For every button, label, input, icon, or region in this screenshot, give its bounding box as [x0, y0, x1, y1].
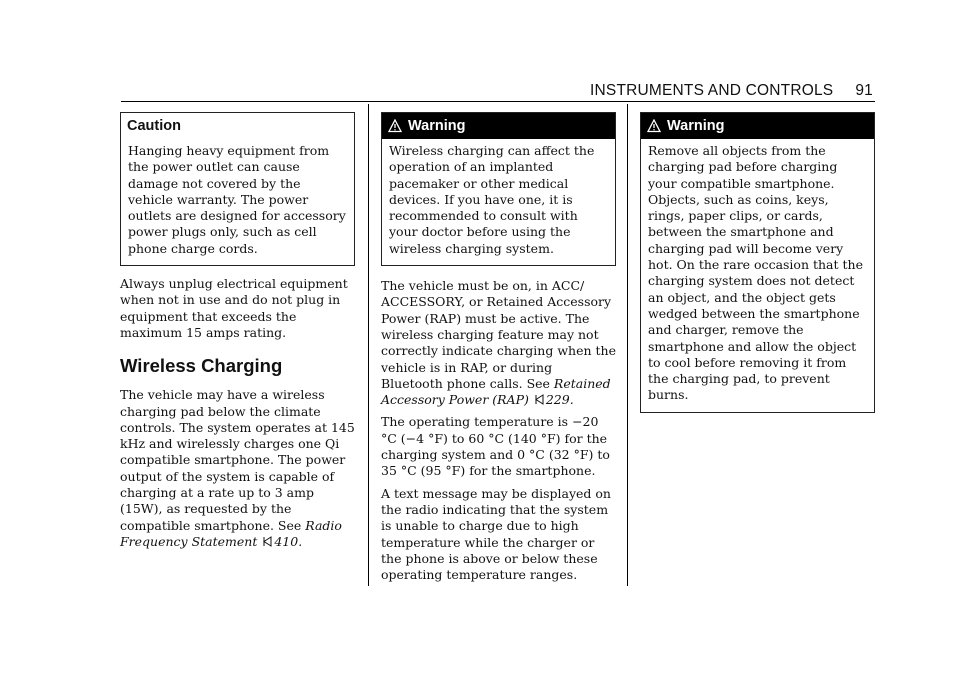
page-reference-icon — [535, 394, 544, 405]
cross-reference-link[interactable]: Radio Frequency Statement — [120, 517, 342, 549]
column-1 — [120, 112, 355, 556]
warning-box — [640, 112, 875, 413]
caution-title: Caution — [121, 113, 354, 139]
paragraph: The vehicle may have a wireless charging pad below the climate controls. The system operates at 145 kHz and wirelessly charges one Qi compatible smartphone. The power output of the system is capable of charging at a rate up to 3 amp (15W), as requested by the compatible smartphone. See Radio Frequency Statement 410. — [120, 387, 355, 549]
page-reference[interactable]: 229. — [545, 392, 574, 408]
caution-box — [120, 112, 355, 266]
cross-reference-link[interactable]: Retained Accessory Power (RAP) — [381, 375, 611, 408]
page-reference[interactable]: 410. — [274, 533, 303, 549]
page-number: 91 — [855, 82, 874, 99]
paragraph: The vehicle must be on, in ACC/ ACCESSORY, or Retained Accessory Power (RAP) must be active. The wireless charging feature may not correctly indicate charging when the vehicle is in RAP, or during Bluetooth phone calls. See Retained Accessory Power (RAP) 229. — [381, 278, 616, 408]
caution-text: Hanging heavy equipment from the power outlet can cause damage not covered by the vehicle warranty. The power outlets are designed for accessory power plugs only, such as cell phone charge cords. — [128, 143, 346, 256]
warning-title: Warning — [408, 118, 466, 134]
warning-icon — [647, 119, 661, 133]
warning-text: Remove all objects from the charging pad before charging your compatible smartphone. Objects, such as coins, keys, rings, paper clips, or cards, between the smartphone and charging pad will become very hot. On the rare occasion that the charging system does not detect an object, and the object gets wedged between the smartphone and charger, remove the smartphone and allow the object to cool before removing it from the charging pad, to prevent burns. — [648, 143, 863, 403]
section-title: Wireless Charging — [120, 355, 283, 377]
warning-title: Warning — [667, 118, 725, 134]
warning-box — [381, 112, 616, 266]
paragraph: A text message may be displayed on the radio indicating that the system is unable to charge due to high temperature while the charger or the phone is above or below these operating temperature ranges. — [381, 485, 611, 583]
header-rule — [121, 101, 875, 102]
column-divider — [627, 104, 628, 586]
page-header — [590, 82, 875, 100]
warning-text: Wireless charging can affect the operation of an implanted pacemaker or other medical devices. If you have one, it is recommended to consult with your doctor before using the wireless charging system. — [389, 143, 595, 256]
section-name: INSTRUMENTS AND CONTROLS — [590, 82, 834, 99]
paragraph: The operating temperature is −20 °C (−4 °F) to 60 °C (140 °F) for the charging system and 0 °C (32 °F) to 35 °C (95 °F) for the smartphone. — [381, 414, 610, 479]
column-divider — [368, 104, 369, 586]
column-2 — [381, 112, 616, 589]
page-reference-icon — [263, 536, 272, 547]
paragraph: Always unplug electrical equipment when not in use and do not plug in equipment that exceeds the maximum 15 amps rating. — [120, 276, 348, 340]
column-3 — [640, 112, 875, 423]
warning-icon — [388, 119, 402, 133]
